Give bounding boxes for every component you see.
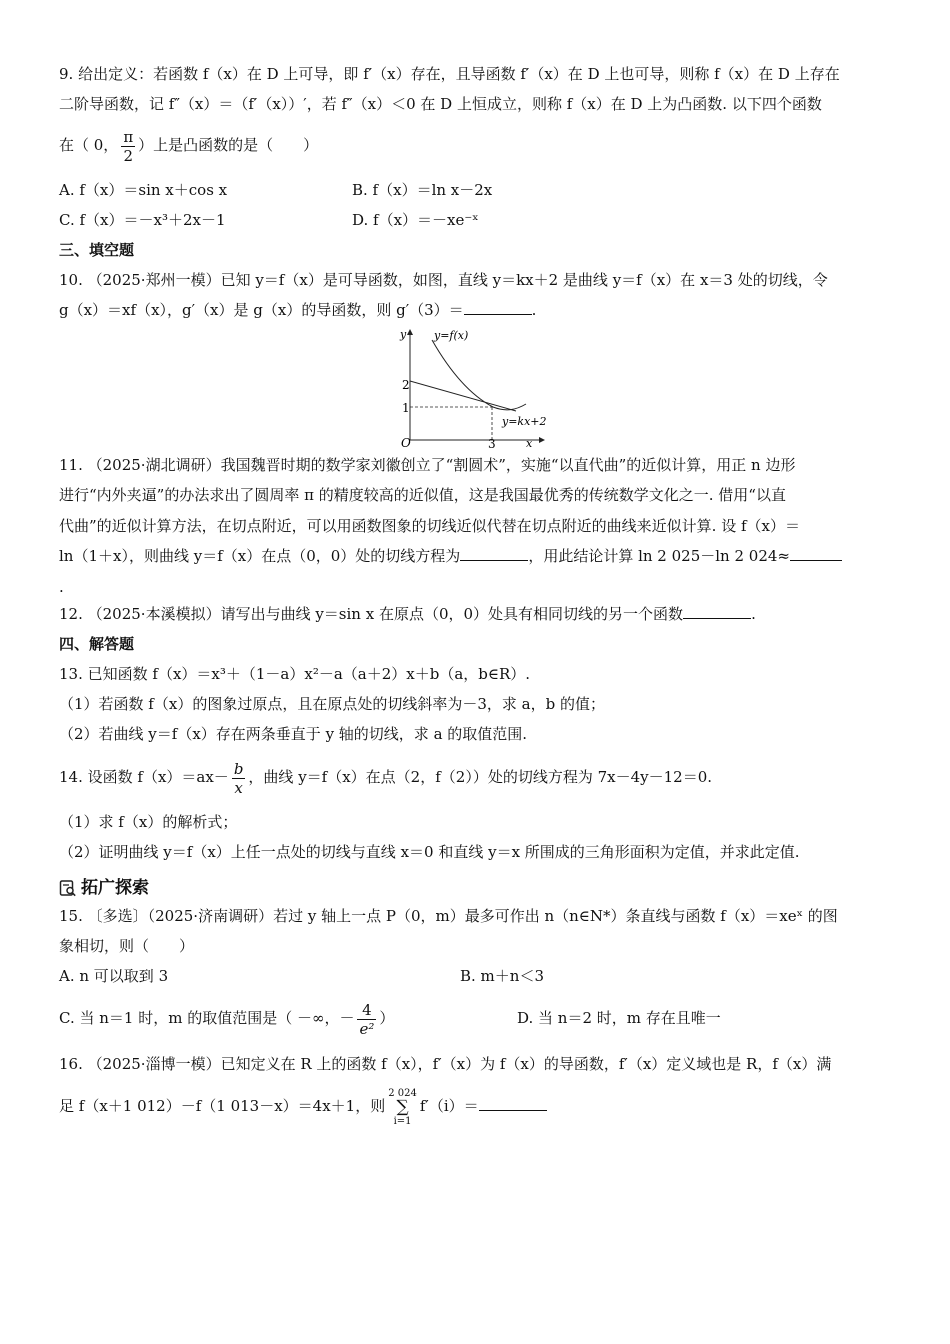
q15-optc-den: e² xyxy=(359,1019,375,1038)
q9-line3-suffix: ）上是凸函数的是（ ） xyxy=(138,136,319,154)
curve-f xyxy=(432,340,526,410)
q16-line2 xyxy=(59,1084,547,1128)
q15-option-b: B. m＋n＜3 xyxy=(460,967,544,985)
q15-optc-prefix: C. 当 n＝1 时，m 的取值范围是（ －∞，－ xyxy=(59,1009,355,1027)
q16-line1: 16. （2025·淄博一模）已知定义在 R 上的函数 f（x），f′（x）为 f（x）的导函数，f′（x）定义域也是 R，f（x）满 xyxy=(59,1055,832,1073)
q13-line3: （2）若曲线 y＝f（x）存在两条垂直于 y 轴的切线，求 a 的取值范围. xyxy=(59,725,528,743)
q13-line1: 13. 已知函数 f（x）＝x³＋（1－a）x²－a（a＋2）x＋b（a，b∈R）. xyxy=(59,665,531,683)
q16-answer-blank xyxy=(479,1096,547,1111)
q14-line2: （1）求 f（x）的解析式； xyxy=(59,813,238,831)
q14-prefix: 14. 设函数 f（x）＝ax－ xyxy=(59,768,229,786)
graph-line-label: y=kx+2 xyxy=(502,415,547,428)
q15-option-a: A. n 可以取到 3 xyxy=(59,967,169,985)
q16-sum-top: 2 024 xyxy=(388,1087,417,1099)
q15-optc-num: 4 xyxy=(357,1001,376,1020)
q9-frac-den: 2 xyxy=(123,146,134,165)
q11-line2: 进行“内外夹逼”的办法求出了圆周率 π 的精度较高的近似值，这是我国最优秀的传统数学文化之一. 借用“以直 xyxy=(59,486,786,504)
graph-x-label: x xyxy=(526,437,533,448)
q13-line2: （1）若函数 f（x）的图象过原点，且在原点处的切线斜率为－3，求 a，b 的值； xyxy=(59,695,605,713)
q10-graph xyxy=(398,326,548,448)
q9-option-c: C. f（x）＝－x³＋2x－1 xyxy=(59,211,226,229)
q16-summation xyxy=(388,1088,417,1127)
q11-line4 xyxy=(59,546,842,566)
q11-line4-a: ln（1＋x），则曲线 y＝f（x）在点（0，0）处的切线方程为 xyxy=(59,547,461,565)
q16-line2-prefix: 足 f（x＋1 012）－f（1 013－x）＝4x＋1，则 xyxy=(59,1097,386,1115)
q10-answer-blank xyxy=(464,300,532,315)
section-fill-in-heading: 三、填空题 xyxy=(59,241,135,259)
q9-line2: 二阶导函数，记 f″（x）＝（f′（x））′，若 f″（x）＜0 在 D 上恒成立，则称 f（x）在 D 上为凸函数. 以下四个函数 xyxy=(59,95,822,113)
section-answer-heading: 四、解答题 xyxy=(59,635,135,653)
q14-line1 xyxy=(59,756,712,798)
q9-option-a: A. f（x）＝sin x＋cos x xyxy=(59,181,228,199)
explore-search-icon xyxy=(59,879,77,897)
q10-line1: 10. （2025·郑州一模）已知 y＝f（x）是可导函数，如图，直线 y＝kx＋2 是曲线 y＝f（x）在 x＝3 处的切线，令 xyxy=(59,271,828,289)
q14-suffix: ，曲线 y＝f（x）在点（2，f（2））处的切线方程为 7x－4y－12＝0. xyxy=(248,768,713,786)
q14-b-over-x xyxy=(232,760,246,797)
q9-line3-prefix: 在（ 0， xyxy=(59,136,119,154)
q14-line3: （2）证明曲线 y＝f（x）上任一点处的切线与直线 x＝0 和直线 y＝x 所围成的三角形面积为定值，并求此定值. xyxy=(59,843,800,861)
graph-origin: O xyxy=(401,436,411,448)
q11-line3: 代曲”的近似计算方法，在切点附近，可以用函数图象的切线近似代替在切点附近的曲线来近似计算. 设 f（x）＝ xyxy=(59,517,800,535)
q15-option-c xyxy=(59,996,394,1040)
q9-line1: 9. 给出定义：若函数 f（x）在 D 上可导，即 f′（x）存在，且导函数 f′（x）在 D 上也可导，则称 f（x）在 D 上存在 xyxy=(59,65,840,83)
q15-option-d: D. 当 n＝2 时，m 存在且唯一 xyxy=(517,1009,721,1027)
q16-line2-suffix: f′（i）＝ xyxy=(419,1097,479,1115)
q10-line2 xyxy=(59,300,536,320)
q14-frac-num: b xyxy=(233,759,244,778)
q15-optc-frac xyxy=(357,1001,376,1038)
q11-blank-2 xyxy=(790,546,842,561)
q11-blank-1 xyxy=(460,546,528,561)
q16-sum-symbol: ∑ xyxy=(396,1096,409,1117)
q9-pi-over-2 xyxy=(121,128,135,165)
q9-frac-num: π xyxy=(123,127,134,146)
q9-option-d: D. f（x）＝－xe⁻ˣ xyxy=(352,211,479,229)
graph-tick-1: 1 xyxy=(402,401,410,415)
q9-line3 xyxy=(59,126,318,165)
graph-tick-2: 2 xyxy=(402,378,410,392)
q11-line5: . xyxy=(59,578,64,596)
q12-text: 12. （2025·本溪模拟）请写出与曲线 y＝sin x 在原点（0，0）处具有相同切线的另一个函数 xyxy=(59,605,684,623)
q14-frac-den: x xyxy=(234,778,243,797)
q15-line1: 15. 〔多选〕（2025·济南调研）若过 y 轴上一点 P（0，m）最多可作出 n（n∈N*）条直线与函数 f（x）＝xeˣ 的图 xyxy=(59,907,838,925)
q12-line-end: . xyxy=(751,605,756,623)
q11-line1: 11. （2025·湖北调研）我国魏晋时期的数学家刘徽创立了“割圆术”，实施“以直代曲”的近似计算，用正 n 边形 xyxy=(59,456,796,474)
graph-tick-3: 3 xyxy=(488,437,496,448)
q15-optc-suffix: ） xyxy=(379,1009,395,1027)
q11-line4-b: ，用此结论计算 ln 2 025－ln 2 024≈ xyxy=(528,547,790,565)
q10-line2-end: . xyxy=(531,301,537,319)
section-explore-label: 拓广探索 xyxy=(81,878,149,898)
section-explore-heading xyxy=(59,878,149,898)
q15-line2: 象相切，则（ ） xyxy=(59,937,195,955)
q12-answer-blank xyxy=(683,604,751,619)
q16-sum-bottom: i=1 xyxy=(393,1115,412,1127)
q9-option-b: B. f（x）＝ln x－2x xyxy=(352,181,493,199)
graph-y-label: y xyxy=(400,328,407,341)
q10-line2-text: g（x）＝xf（x），g′（x）是 g（x）的导函数，则 g′（3）＝ xyxy=(59,301,464,319)
tangent-line xyxy=(410,381,516,411)
q12-line1 xyxy=(59,604,756,624)
graph-curve-label: y=f(x) xyxy=(434,329,469,342)
